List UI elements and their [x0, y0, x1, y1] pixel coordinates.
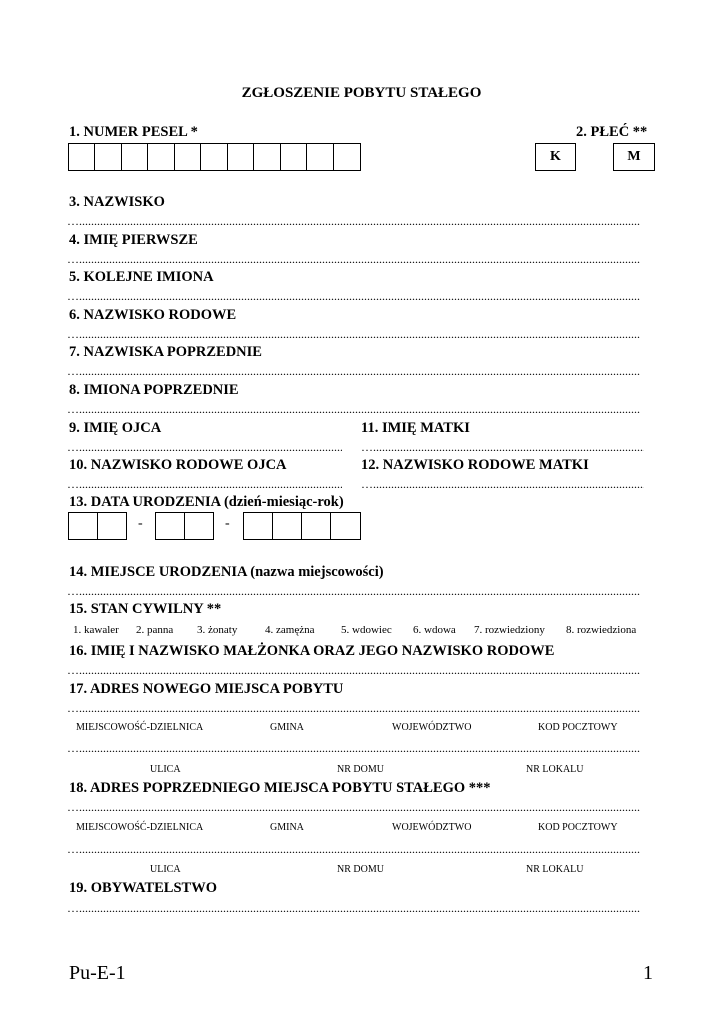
spouse-field[interactable]: [67, 664, 640, 676]
locality-caption: MIEJSCOWOŚĆ-DZIELNICA: [76, 822, 204, 833]
commune-caption: GMINA: [270, 822, 304, 833]
mother-name-field[interactable]: [361, 441, 644, 453]
pesel-digit-box[interactable]: [281, 144, 307, 170]
street-caption: ULICA: [150, 864, 181, 875]
pesel-digit-box[interactable]: [69, 144, 95, 170]
form-code: Pu-E-1: [69, 962, 126, 984]
family-name-field[interactable]: [67, 328, 640, 340]
previous-surnames-field[interactable]: [67, 365, 640, 377]
year-digit-box[interactable]: [244, 513, 273, 539]
day-digit-box[interactable]: [69, 513, 98, 539]
surname-field[interactable]: [67, 215, 640, 227]
previous-names-label: 8. IMIONA POPRZEDNIE: [69, 382, 239, 398]
father-family-name-field[interactable]: [67, 478, 342, 490]
pesel-digit-box[interactable]: [307, 144, 333, 170]
pesel-digit-box[interactable]: [148, 144, 174, 170]
mother-family-name-field[interactable]: [361, 478, 644, 490]
marital-option[interactable]: 4. zamężna: [265, 624, 315, 636]
new-address-line-1[interactable]: [67, 702, 640, 714]
pesel-digit-box[interactable]: [254, 144, 280, 170]
house-number-caption: NR DOMU: [337, 764, 384, 775]
page-number: 1: [643, 962, 653, 984]
previous-names-field[interactable]: [67, 403, 640, 415]
first-name-field[interactable]: [67, 253, 640, 265]
birth-place-label: 14. MIEJSCE URODZENIA (nazwa miejscowości): [69, 564, 384, 580]
pesel-digit-box[interactable]: [95, 144, 121, 170]
surname-label: 3. NAZWISKO: [69, 194, 165, 210]
marital-option[interactable]: 5. wdowiec: [341, 624, 392, 636]
marital-option[interactable]: 6. wdowa: [413, 624, 456, 636]
new-address-label: 17. ADRES NOWEGO MIEJSCA POBYTU: [69, 681, 344, 697]
father-name-field[interactable]: [67, 441, 342, 453]
locality-caption: MIEJSCOWOŚĆ-DZIELNICA: [76, 722, 204, 733]
marital-option[interactable]: 1. kawaler: [73, 624, 119, 636]
mother-family-name-label: 12. NAZWISKO RODOWE MATKI: [361, 457, 589, 473]
birth-date-label: 13. DATA URODZENIA (dzień-miesiąc-rok): [69, 494, 344, 510]
postal-code-caption: KOD POCZTOWY: [538, 722, 618, 733]
other-names-label: 5. KOLEJNE IMIONA: [69, 269, 214, 285]
marital-option[interactable]: 2. panna: [136, 624, 174, 636]
previous-address-line-2[interactable]: [67, 843, 640, 855]
commune-caption: GMINA: [270, 722, 304, 733]
date-separator: -: [138, 516, 143, 531]
month-digit-box[interactable]: [156, 513, 185, 539]
father-family-name-label: 10. NAZWISKO RODOWE OJCA: [69, 457, 287, 473]
birth-day-grid[interactable]: [68, 512, 127, 540]
marital-status-label: 15. STAN CYWILNY **: [69, 601, 222, 617]
father-name-label: 9. IMIĘ OJCA: [69, 420, 162, 436]
marital-option[interactable]: 3. żonaty: [197, 624, 238, 636]
day-digit-box[interactable]: [98, 513, 126, 539]
citizenship-field[interactable]: [67, 902, 640, 914]
pesel-digit-box[interactable]: [334, 144, 360, 170]
apartment-number-caption: NR LOKALU: [526, 864, 584, 875]
previous-address-line-1[interactable]: [67, 801, 640, 813]
other-names-field[interactable]: [67, 290, 640, 302]
previous-surnames-label: 7. NAZWISKA POPRZEDNIE: [69, 344, 262, 360]
gender-m-box[interactable]: M: [613, 143, 655, 171]
pesel-input-grid[interactable]: [68, 143, 361, 171]
marital-option[interactable]: 7. rozwiedziony: [474, 624, 545, 636]
month-digit-box[interactable]: [185, 513, 213, 539]
family-name-label: 6. NAZWISKO RODOWE: [69, 307, 237, 323]
mother-name-label: 11. IMIĘ MATKI: [361, 420, 470, 436]
gender-label: 2. PŁEĆ **: [576, 124, 648, 140]
year-digit-box[interactable]: [302, 513, 331, 539]
voivodeship-caption: WOJEWÓDZTWO: [392, 722, 472, 733]
pesel-label: 1. NUMER PESEL *: [69, 124, 198, 140]
birth-month-grid[interactable]: [155, 512, 214, 540]
house-number-caption: NR DOMU: [337, 864, 384, 875]
pesel-digit-box[interactable]: [228, 144, 254, 170]
apartment-number-caption: NR LOKALU: [526, 764, 584, 775]
new-address-line-2[interactable]: [67, 742, 640, 754]
first-name-label: 4. IMIĘ PIERWSZE: [69, 232, 198, 248]
form-title: ZGŁOSZENIE POBYTU STAŁEGO: [241, 85, 482, 101]
birth-place-field[interactable]: [67, 585, 640, 597]
previous-address-label: 18. ADRES POPRZEDNIEGO MIEJSCA POBYTU STAŁEGO ***: [69, 780, 491, 796]
date-separator: -: [225, 516, 230, 531]
year-digit-box[interactable]: [273, 513, 302, 539]
citizenship-label: 19. OBYWATELSTWO: [69, 880, 217, 896]
year-digit-box[interactable]: [331, 513, 360, 539]
marital-option[interactable]: 8. rozwiedziona: [566, 624, 637, 636]
pesel-digit-box[interactable]: [175, 144, 201, 170]
gender-k-box[interactable]: K: [535, 143, 576, 171]
pesel-digit-box[interactable]: [122, 144, 148, 170]
pesel-digit-box[interactable]: [201, 144, 227, 170]
spouse-label: 16. IMIĘ I NAZWISKO MAŁŻONKA ORAZ JEGO NAZWISKO RODOWE: [69, 643, 555, 659]
postal-code-caption: KOD POCZTOWY: [538, 822, 618, 833]
voivodeship-caption: WOJEWÓDZTWO: [392, 822, 472, 833]
street-caption: ULICA: [150, 764, 181, 775]
birth-year-grid[interactable]: [243, 512, 361, 540]
